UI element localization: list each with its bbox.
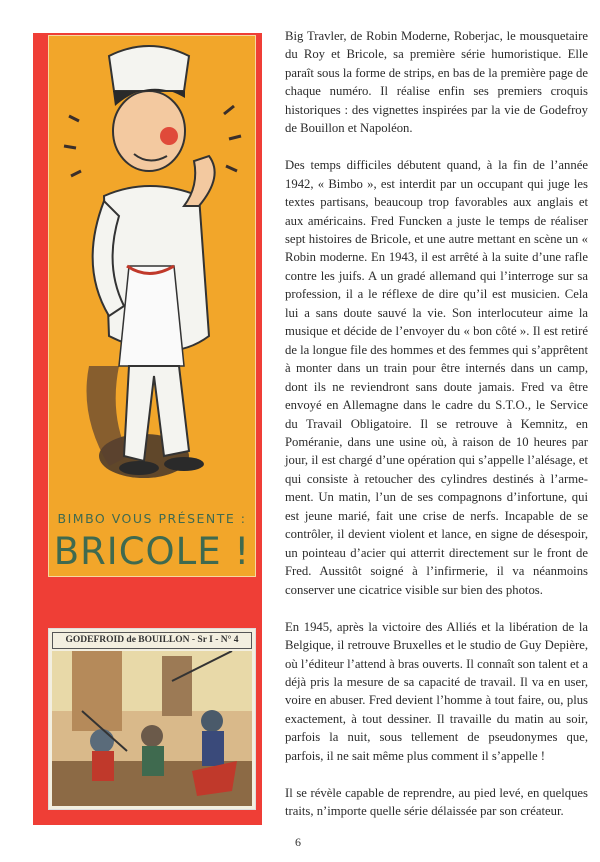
card-title: GODEFROID de BOUILLON - Sr I - N° 4 <box>52 632 252 649</box>
bricole-poster-illustration <box>48 35 256 577</box>
paragraph: En 1945, après la victoire des Alliés et la libération de la Belgique, il retrouve Bruxelles et le studio de Guy Depière, où l’éditeur l’attend à bras ouverts. Il connaît son talent et a déjà pris la mesure de sa capacité de travail. Il va en user, voire en abuser. Fred devient l’homme à tout faire, ou, plus exactement, à tout dessiner. Il travaille du matin au soir, parfois la nuit, sous tellement de pseudonymes que, parfois, il ne sait même plus comment il s’appelle ! <box>285 619 588 763</box>
poster-subtitle: BIMBO VOUS PRÉSENTE : <box>57 511 247 526</box>
paragraph: Des temps difficiles débutent quand, à la fin de l’année 1942, « Bimbo », est interdit par un occupant qui juge les textes partisans, beaucoup trop favorables aux anglais et aux américains. Fred Funcken a juste le temps de réaliser sept histoires de Bricole, et une autre mettant en scène un « Robin moderne. En 1943, il est arrêté à la suite d’une rafle contre les juifs. A un gradé allemand qui l’interroge sur sa profession, il a le réflexe de dire qu’il est musicien. Cela lui a sans doute sauvé la vie. Son interlocuteur aime la musique et décide de l’envoyer du « bon côté ». Il est retiré de la longue file des hommes et des femmes qui s’apprêtent à monter dans un train pour être internés dans un camp, dont ils ne reviendront sans doute jamais. Fred va être envoyé en Allemagne dans le cadre du S.T.O., le Service du Travail Obligatoire. Il se retrouve à Kemnitz, en Poméranie, dans une usine où, à raison de 10 heures par jour, il est chargé d’une opération qui s’appelle l’alésage, et qui consiste à retoucher des cylindres destinés à l’armement. Un matin, l’un de ses compagnons d’infortune, qui est jeune marié, fait une crise de nerfs. Incapable de se contrôler, il devient violent et lance, en signe de désespoir, un pointeau d’acier qui atterrit directement sur le front de Fred. Aussitôt soigné à l’infirmerie, il va néanmoins conserver une cicatrice visible sur bien des photos. <box>285 158 589 597</box>
article-body <box>285 27 588 839</box>
paragraph: Il se révèle capable de reprendre, au pied levé, en quelques traits, n’importe quelle série délaissée par son créateur. <box>285 785 588 819</box>
godefroid-card-illustration <box>48 628 256 810</box>
page-number: 6 <box>295 835 301 849</box>
poster-title: BRICOLE ! <box>53 530 251 573</box>
battle-scene-drawing <box>52 651 252 806</box>
chef-character-drawing <box>49 36 256 506</box>
paragraph: Big Travler, de Robin Moderne, Roberjac, le mousquetaire du Roy et Bricole, sa première série humoristique. Elle paraît sous la forme de strips, en bas de la première page de chaque numéro. Il réalise enfin ses premiers croquis historiques : des vignettes inspirées par la vie de Godefroy de Bouillon et Napoléon. <box>285 29 588 136</box>
